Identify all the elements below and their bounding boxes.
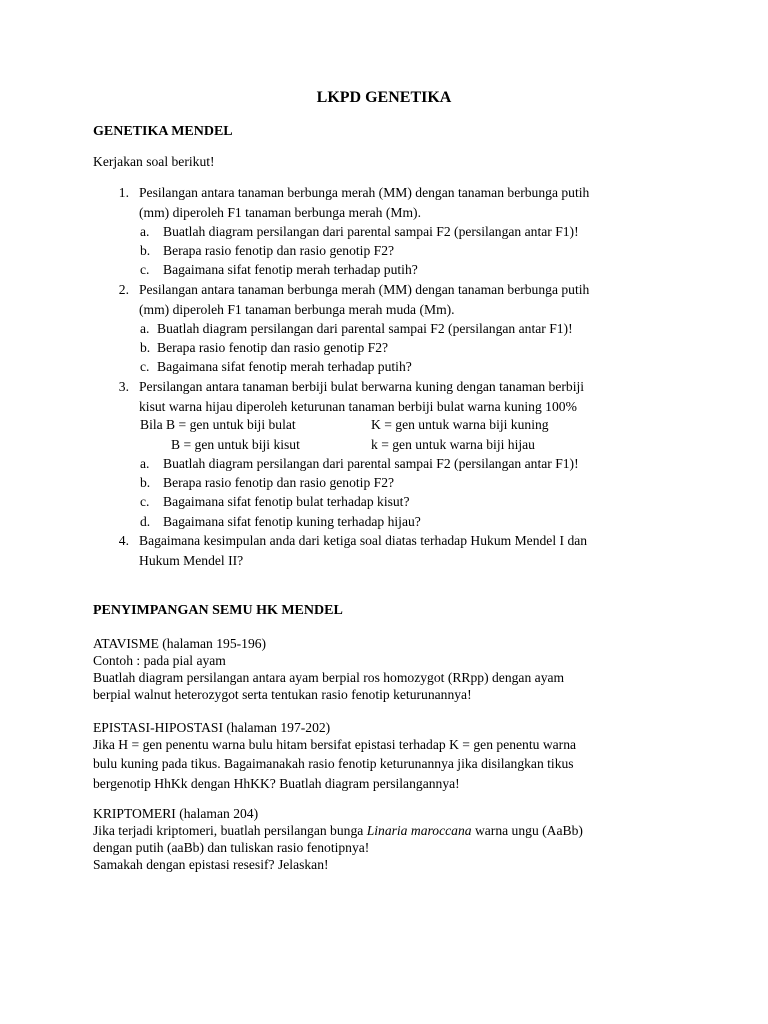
question-number: 2. xyxy=(118,282,129,297)
question-text: Bagaimana kesimpulan anda dari ketiga soal diatas terhadap Hukum Mendel I dan xyxy=(139,533,588,548)
body-text: berpial walnut heterozygot serta tentukan rasio fenotip keturunannya! xyxy=(93,687,472,702)
intro-text: Kerjakan soal berikut! xyxy=(93,154,215,169)
body-text: bulu kuning pada tikus. Bagaimanakah rasio fenotip keturunannya jika disilangkan tikus xyxy=(93,756,574,771)
subitem-text: Buatlah diagram persilangan dari parental sampai F2 (persilangan antar F1)! xyxy=(163,224,579,239)
gene-definition: k = gen untuk warna biji hijau xyxy=(371,437,535,452)
section-heading-genetika-mendel: GENETIKA MENDEL xyxy=(93,124,233,139)
subsection-title-atavisme: ATAVISME (halaman 195-196) xyxy=(93,636,267,651)
species-name: Linaria maroccana xyxy=(366,823,472,838)
subitem-label: a. xyxy=(140,321,150,336)
question-text: Persilangan antara tanaman berbiji bulat berwarna kuning dengan tanaman berbiji xyxy=(139,379,585,394)
body-text-part: Jika terjadi kriptomeri, buatlah persilangan bunga xyxy=(93,823,367,838)
question-number: 1. xyxy=(118,185,129,200)
subitem-text: Bagaimana sifat fenotip merah terhadap putih? xyxy=(157,359,412,374)
subitem-text: Berapa rasio fenotip dan rasio genotip F2? xyxy=(163,475,395,490)
body-text: Buatlah diagram persilangan antara ayam berpial ros homozygot (RRpp) dengan ayam xyxy=(93,670,565,685)
question-text: Pesilangan antara tanaman berbunga merah (MM) dengan tanaman berbunga putih xyxy=(139,282,590,297)
subitem-label: b. xyxy=(140,243,151,258)
subitem-label: c. xyxy=(140,359,150,374)
question-text: kisut warna hijau diperoleh keturunan tanaman berbiji bulat warna kuning 100% xyxy=(139,399,577,414)
question-number: 3. xyxy=(118,379,129,394)
subitem-label: b. xyxy=(140,475,151,490)
subitem-text: Buatlah diagram persilangan dari parental sampai F2 (persilangan antar F1)! xyxy=(157,321,573,336)
question-text: (mm) diperoleh F1 tanaman berbunga merah muda (Mm). xyxy=(139,302,455,317)
subitem-text: Bagaimana sifat fenotip kuning terhadap hijau? xyxy=(163,514,421,529)
subitem-text: Berapa rasio fenotip dan rasio genotip F2? xyxy=(157,340,389,355)
subsection-title-epistasi: EPISTASI-HIPOSTASI (halaman 197-202) xyxy=(93,720,331,735)
subitem-text: Buatlah diagram persilangan dari parental sampai F2 (persilangan antar F1)! xyxy=(163,456,579,471)
page-title: LKPD GENETIKA xyxy=(316,89,452,106)
subitem-label: a. xyxy=(140,224,150,239)
gene-definition: B = gen untuk biji kisut xyxy=(171,437,300,452)
subitem-label: c. xyxy=(140,494,150,509)
body-text: dengan putih (aaBb) dan tuliskan rasio fenotipnya! xyxy=(93,840,370,855)
subitem-label: b. xyxy=(140,340,151,355)
gene-definition: Bila B = gen untuk biji bulat xyxy=(140,417,296,432)
body-text-part: warna ungu (AaBb) xyxy=(471,823,583,838)
subitem-label: c. xyxy=(140,262,150,277)
body-text: Jika H = gen penentu warna bulu hitam bersifat epistasi terhadap K = gen penentu warna xyxy=(93,737,577,752)
gene-definition: K = gen untuk warna biji kuning xyxy=(371,417,549,432)
body-text xyxy=(93,822,583,841)
body-text: Contoh : pada pial ayam xyxy=(93,653,226,668)
section-heading-penyimpangan: PENYIMPANGAN SEMU HK MENDEL xyxy=(93,603,343,618)
question-number: 4. xyxy=(118,533,129,548)
question-text: (mm) diperoleh F1 tanaman berbunga merah (Mm). xyxy=(139,205,421,220)
subitem-label: a. xyxy=(140,456,150,471)
question-text: Pesilangan antara tanaman berbunga merah (MM) dengan tanaman berbunga putih xyxy=(139,185,590,200)
subitem-label: d. xyxy=(140,514,151,529)
body-text: Samakah dengan epistasi resesif? Jelaskan! xyxy=(93,857,329,872)
subsection-title-kriptomeri: KRIPTOMERI (halaman 204) xyxy=(93,806,259,821)
subitem-text: Bagaimana sifat fenotip bulat terhadap kisut? xyxy=(163,494,410,509)
subitem-text: Berapa rasio fenotip dan rasio genotip F2? xyxy=(163,243,395,258)
question-text: Hukum Mendel II? xyxy=(139,553,244,568)
subitem-text: Bagaimana sifat fenotip merah terhadap putih? xyxy=(163,262,418,277)
body-text: bergenotip HhKk dengan HhKK? Buatlah diagram persilangannya! xyxy=(93,776,460,791)
